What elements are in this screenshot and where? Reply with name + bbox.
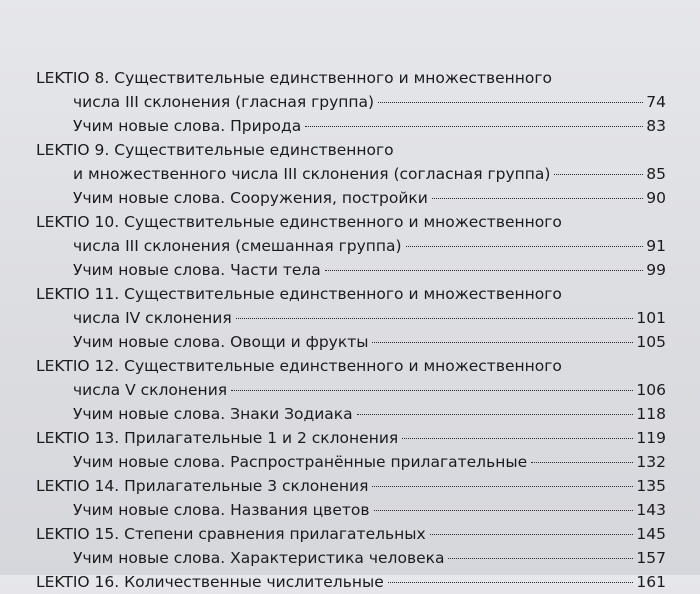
toc-entry-text: Учим новые слова. Сооружения, постройки <box>73 189 428 207</box>
toc-entry-text: Учим новые слова. Знаки Зодиака <box>73 405 353 423</box>
toc-entry-lektio-8-main <box>73 90 666 114</box>
dot-leader <box>305 126 643 127</box>
dot-leader <box>231 390 633 391</box>
toc-heading-lektio-8 <box>36 66 666 90</box>
toc-page-number: 135 <box>636 477 666 495</box>
toc-entry-text: и множественного числа III склонения (согласная группа) <box>73 165 551 183</box>
dot-leader <box>357 414 634 415</box>
toc-entry-lektio-15 <box>36 522 666 546</box>
dot-leader <box>325 270 643 271</box>
toc-page-number: 99 <box>646 261 666 279</box>
toc-heading-lektio-9 <box>36 138 666 162</box>
toc-entry-text: Учим новые слова. Распространённые прилагательные <box>73 453 528 471</box>
toc-entry-lektio-13 <box>36 426 666 450</box>
toc-entry-lektio-9-vocab <box>73 186 666 210</box>
toc-page-number: 90 <box>646 189 666 207</box>
dot-leader <box>372 486 633 487</box>
toc-entry-text: LEKTIO 8. Существительные единственного и множественного <box>36 69 553 87</box>
dot-leader <box>388 582 634 583</box>
dot-leader <box>432 198 643 199</box>
toc-page-number: 145 <box>636 525 666 543</box>
toc-entry-lektio-9-main <box>73 162 666 186</box>
toc-page-number: 101 <box>636 309 666 327</box>
toc-entry-lektio-14-vocab <box>73 498 666 522</box>
toc-entry-lektio-14 <box>36 474 666 498</box>
dot-leader <box>378 102 643 103</box>
toc-entry-lektio-16 <box>36 570 666 594</box>
toc-entry-text: числа V склонения <box>73 381 228 399</box>
toc-entry-text: Учим новые слова. Части тела <box>73 261 321 279</box>
dot-leader <box>531 462 633 463</box>
toc-page-number: 106 <box>636 381 666 399</box>
toc-page-number: 83 <box>646 117 666 135</box>
dot-leader <box>372 342 633 343</box>
toc-entry-text: LEKTIO 12. Существительные единственного и множественного <box>36 357 562 375</box>
toc-entry-lektio-10-vocab <box>73 258 666 282</box>
toc-entry-text: LEKTIO 16. Количественные числительные <box>36 573 384 591</box>
toc-entry-lektio-12-main <box>73 378 666 402</box>
toc-page-number: 74 <box>646 93 666 111</box>
toc-page-number: 105 <box>636 333 666 351</box>
toc-page-number: 85 <box>646 165 666 183</box>
dot-leader <box>448 558 633 559</box>
toc-entry-text: LEKTIO 13. Прилагательные 1 и 2 склонения <box>36 429 399 447</box>
toc-entry-text: LEKTIO 9. Существительные единственного <box>36 141 394 159</box>
toc-entry-lektio-8-vocab <box>73 114 666 138</box>
toc-entry-lektio-10-main <box>73 234 666 258</box>
toc-entry-text: LEKTIO 14. Прилагательные 3 склонения <box>36 477 369 495</box>
toc-entry-text: Учим новые слова. Природа <box>73 117 302 135</box>
toc-heading-lektio-10 <box>36 210 666 234</box>
toc-entry-lektio-11-vocab <box>73 330 666 354</box>
toc-heading-lektio-11 <box>36 282 666 306</box>
dot-leader <box>236 318 634 319</box>
toc-entry-text: LEKTIO 11. Существительные единственного и множественного <box>36 285 562 303</box>
dot-leader <box>374 510 634 511</box>
toc-entry-text: Учим новые слова. Названия цветов <box>73 501 370 519</box>
dot-leader <box>430 534 634 535</box>
toc-heading-lektio-12 <box>36 354 666 378</box>
toc-page-number: 132 <box>636 453 666 471</box>
toc-entry-lektio-11-main <box>73 306 666 330</box>
toc-page-number: 119 <box>636 429 666 447</box>
toc-page-number: 118 <box>636 405 666 423</box>
toc-page-number: 143 <box>636 501 666 519</box>
dot-leader <box>406 246 644 247</box>
toc-entry-text: Учим новые слова. Овощи и фрукты <box>73 333 369 351</box>
toc-entry-text: числа III склонения (гласная группа) <box>73 93 375 111</box>
dot-leader <box>554 174 643 175</box>
toc-page-number: 91 <box>646 237 666 255</box>
toc-entry-lektio-13-vocab <box>73 450 666 474</box>
toc-entry-lektio-12-vocab <box>73 402 666 426</box>
dot-leader <box>402 438 633 439</box>
toc-entry-text: LEKTIO 15. Степени сравнения прилагательных <box>36 525 426 543</box>
toc-entry-text: числа IV склонения <box>73 309 232 327</box>
toc-page-number: 161 <box>636 573 666 591</box>
toc-page-number: 157 <box>636 549 666 567</box>
toc-entry-lektio-15-vocab <box>73 546 666 570</box>
toc-entry-text: числа III склонения (смешанная группа) <box>73 237 402 255</box>
toc-entry-text: Учим новые слова. Характеристика человека <box>73 549 445 567</box>
toc-entry-text: LEKTIO 10. Существительные единственного и множественного <box>36 213 562 231</box>
